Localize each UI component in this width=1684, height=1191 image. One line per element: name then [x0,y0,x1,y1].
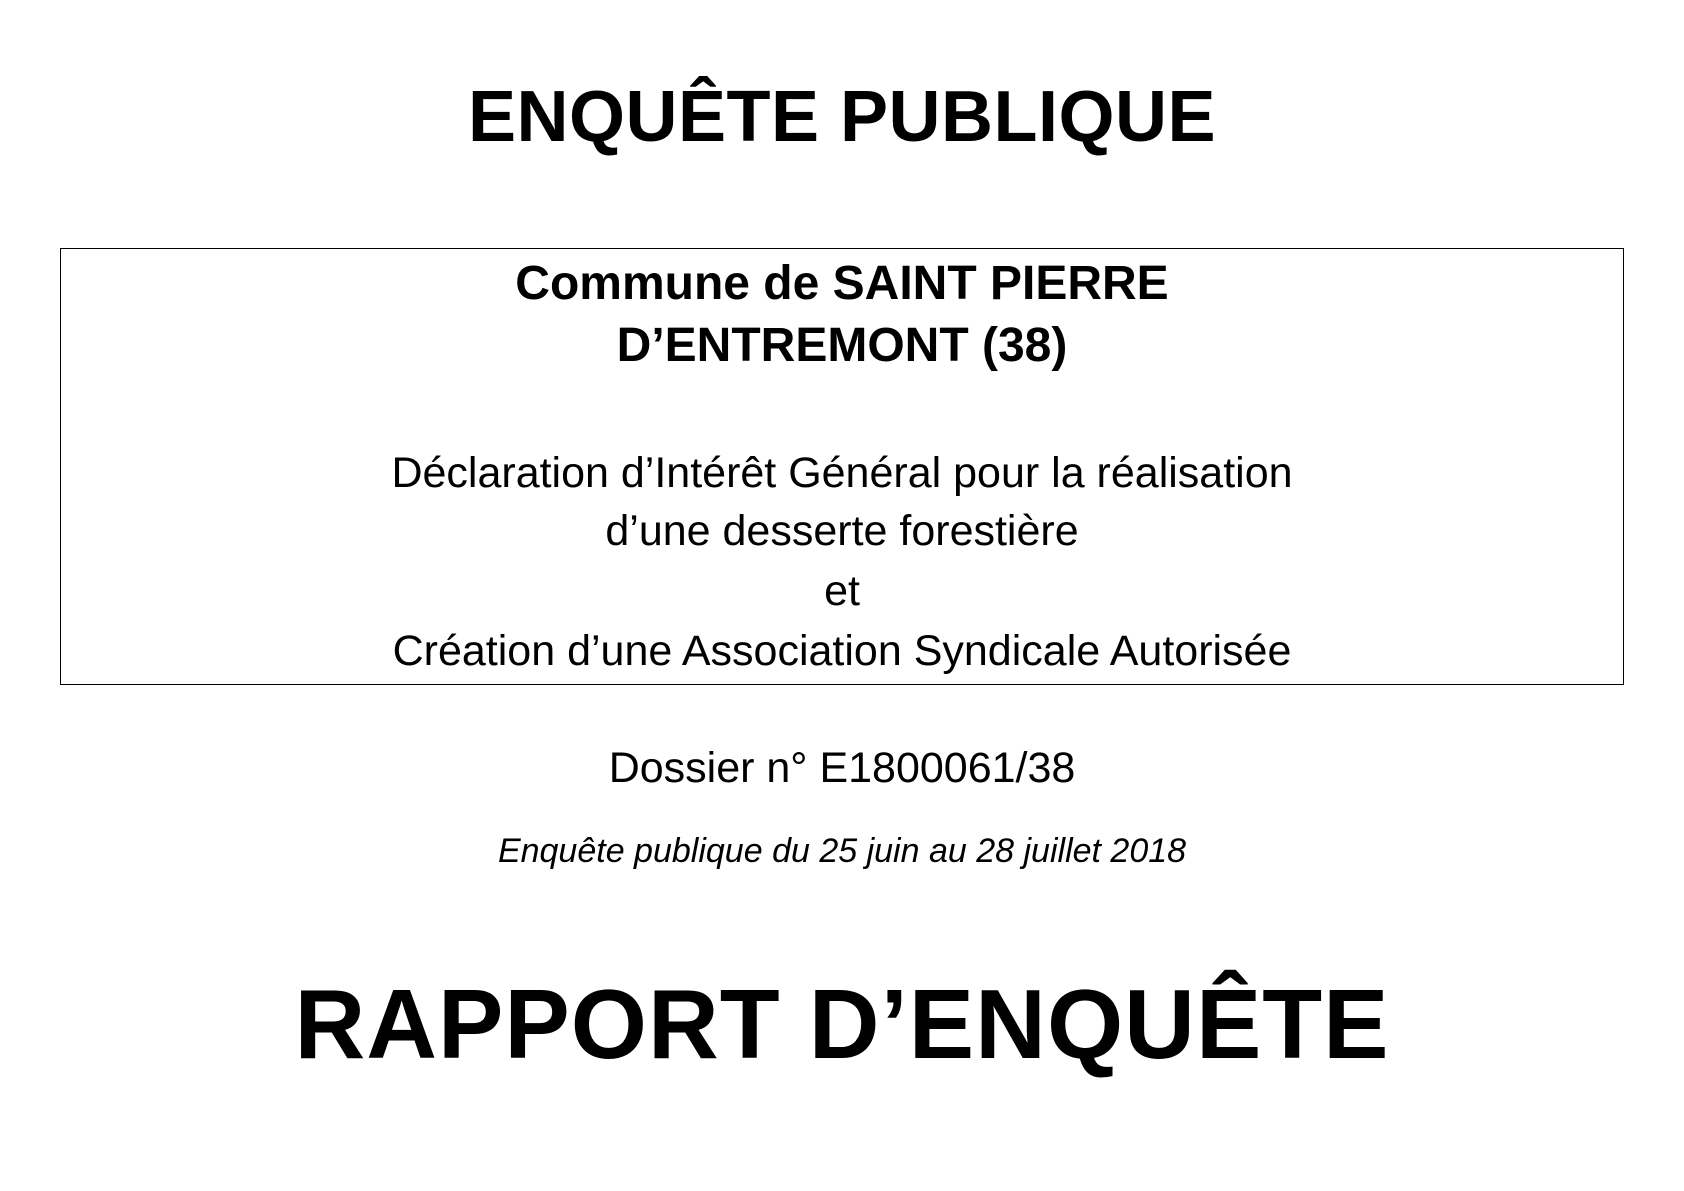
inquiry-dates: Enquête publique du 25 juin au 28 juillet 2018 [497,832,1187,870]
commune-title-line-1: Commune de SAINT PIERRE [515,257,1169,310]
subject-line-4: Création d’une Association Syndicale Autorisée [392,627,1292,675]
subject-line-3: et [824,567,860,615]
report-title: RAPPORT D’ENQUÊTE [294,969,1390,1079]
commune-title-line-2: D’ENTREMONT (38) [616,319,1068,372]
info-box [60,248,1624,685]
dossier-number: Dossier n° E1800061/38 [608,744,1076,792]
main-title: ENQUÊTE PUBLIQUE [467,77,1217,157]
subject-line-2: d’une desserte forestière [605,507,1079,555]
subject-line-1: Déclaration d’Intérêt Général pour la réalisation [391,449,1293,497]
